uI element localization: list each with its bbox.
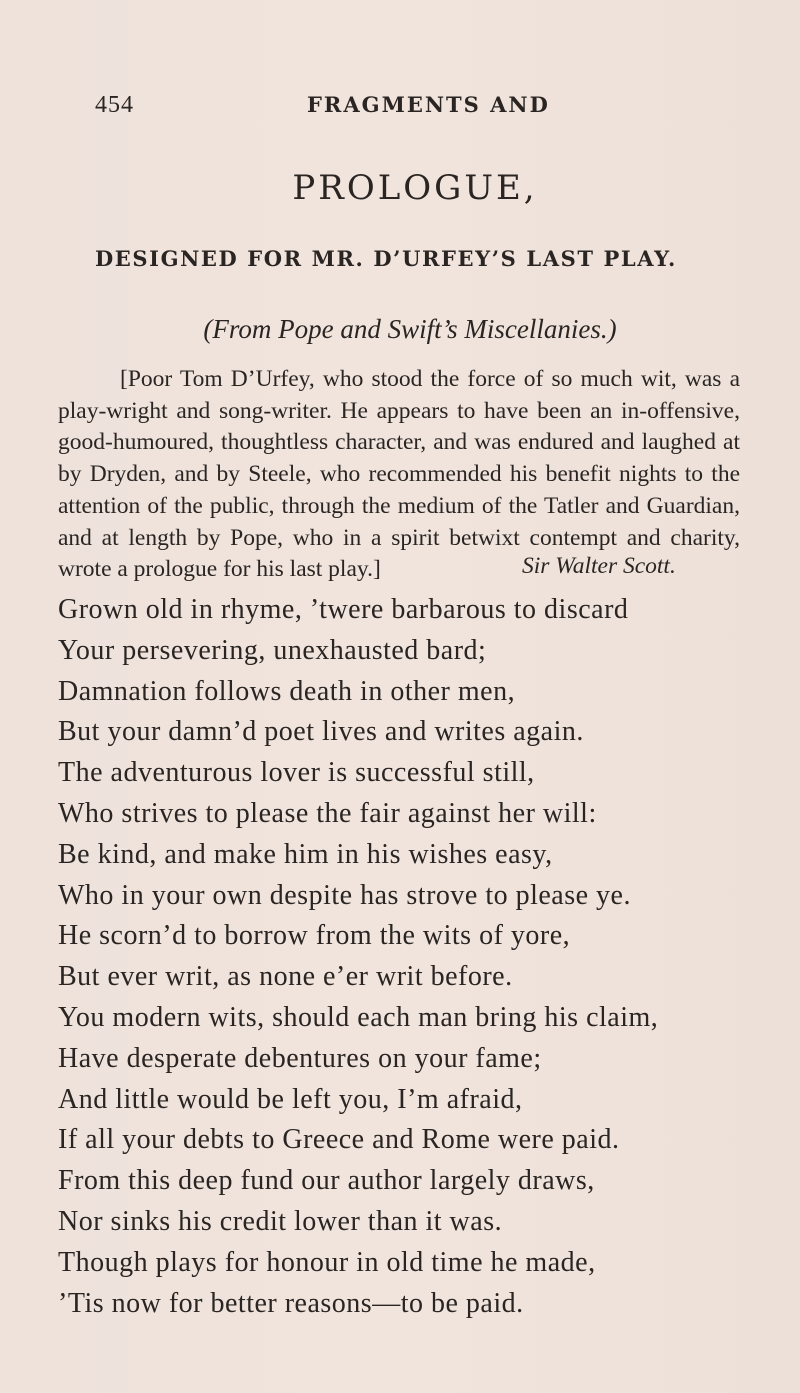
page-number: 454 xyxy=(95,92,134,118)
poem-line: Who strives to please the fair against her will: xyxy=(58,797,597,829)
poem-line: Grown old in rhyme, ’twere barbarous to discard xyxy=(58,594,629,625)
prologue-subtitle: DESIGNED FOR MR. D’URFEY’S LAST PLAY. xyxy=(95,246,677,271)
poem-line: He scorn’d to borrow from the wits of yore, xyxy=(58,920,571,952)
source-note: (From Pope and Swift’s Miscellanies.) xyxy=(203,314,617,344)
poem-line: And little would be left you, I’m afraid, xyxy=(58,1083,523,1115)
poem-line: From this deep fund our author largely draws, xyxy=(58,1165,595,1197)
poem-line: If all your debts to Greece and Rome were paid. xyxy=(58,1124,620,1156)
poem-line: Damnation follows death in other men, xyxy=(58,675,516,707)
poem-line: You modern wits, should each man bring his claim, xyxy=(58,1001,659,1033)
poem xyxy=(58,590,758,1324)
poem-line: Your persevering, unexhausted bard; xyxy=(58,634,487,666)
introduction-paragraph: [Poor Tom D’Urfey, who stood the force of so much wit, was a play-wright and song-writer. He appears to have been an in-offensive, good-humoured, thoughtless character, and was endured and laughed at by Dryden, and by Steele, who recommended his benefit nights to the attention of the public, through the medium of the Tatler and Guardian, and at length by Pope, who in a spirit betwixt contempt and charity, wrote a prologue for his last play.] xyxy=(58,366,740,583)
poem-line: Nor sinks his credit lower than it was. xyxy=(58,1205,503,1237)
poem-line: Though plays for honour in old time he made, xyxy=(58,1246,596,1278)
poem-line: Who in your own despite has strove to please ye. xyxy=(58,879,631,911)
poem-line: The adventurous lover is successful still, xyxy=(58,757,535,789)
prologue-title: PROLOGUE, xyxy=(292,168,538,208)
poem-line: Be kind, and make him in his wishes easy, xyxy=(58,838,553,870)
poem-line: But your damn’d poet lives and writes again. xyxy=(58,716,584,748)
running-head xyxy=(95,92,715,122)
poem-line: But ever writ, as none e’er writ before. xyxy=(58,961,513,993)
poem-line: ’Tis now for better reasons—to be paid. xyxy=(58,1287,524,1319)
attribution: Sir Walter Scott. xyxy=(522,553,676,579)
poem-line: Have desperate debentures on your fame; xyxy=(58,1042,542,1074)
running-title: FRAGMENTS AND xyxy=(307,92,550,117)
